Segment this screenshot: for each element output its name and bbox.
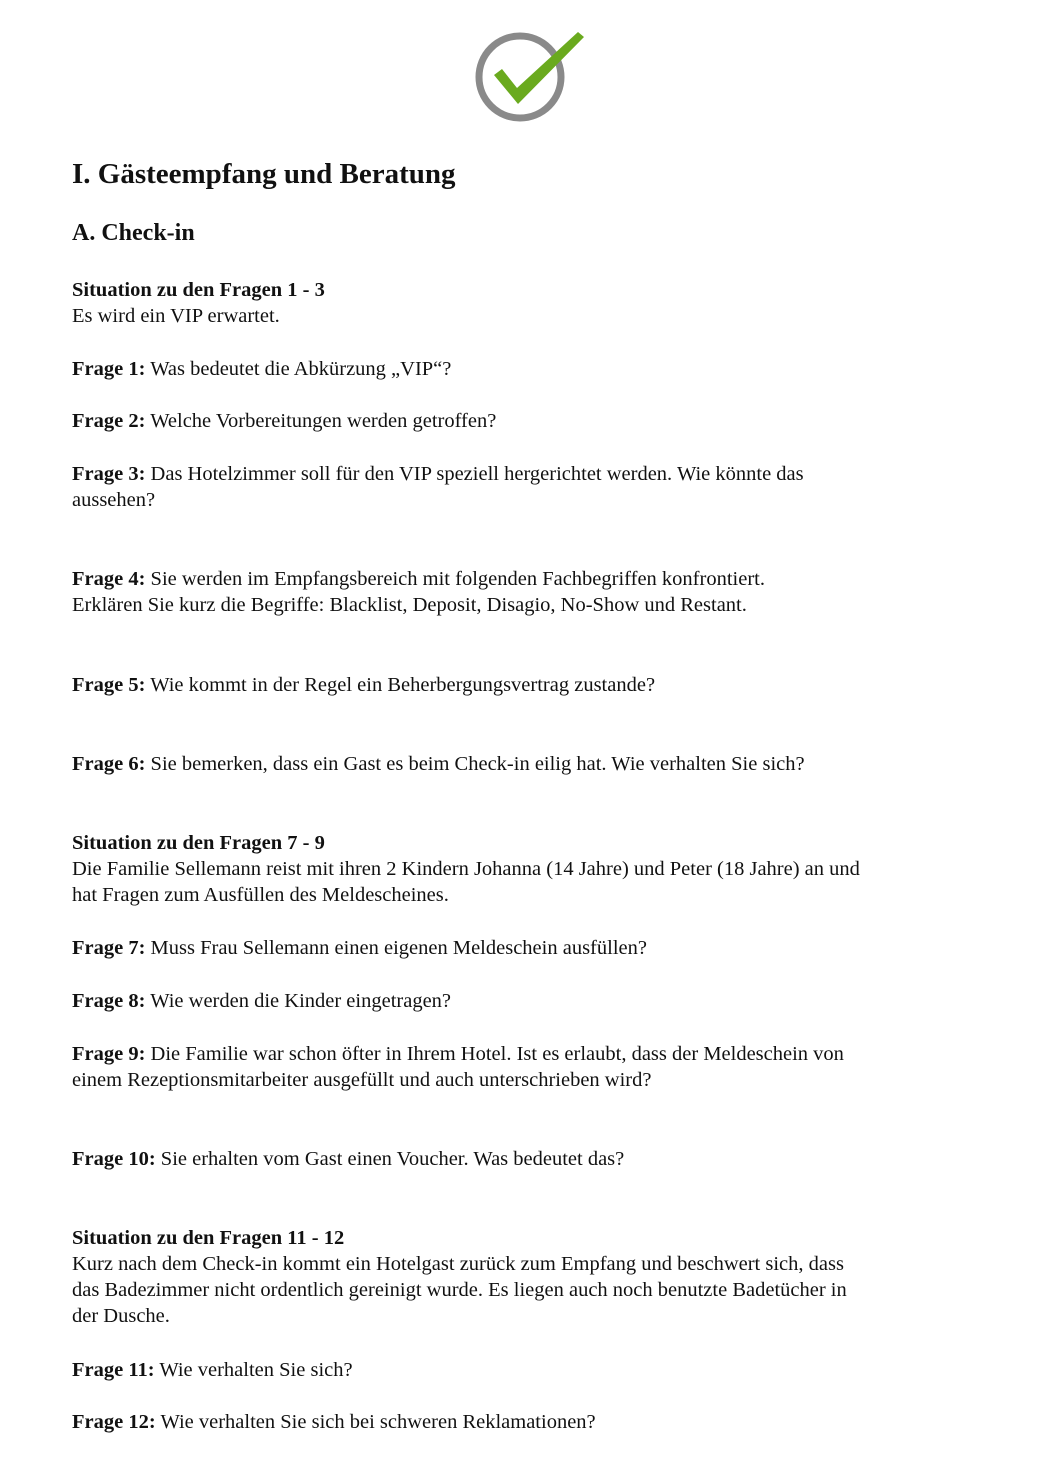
situation-1-3 [72, 277, 972, 329]
question-11 [72, 1357, 972, 1383]
situation-text-continued: der Dusche. [72, 1305, 170, 1327]
question-12 [72, 1409, 972, 1435]
section-heading: I. Gästeempfang und Beratung [72, 158, 456, 190]
question-label: Frage 1: [72, 358, 146, 380]
question-text: Wie werden die Kinder eingetragen? [150, 990, 452, 1012]
question-9 [72, 1041, 972, 1093]
question-7 [72, 935, 972, 961]
question-6 [72, 751, 972, 777]
situation-7-9 [72, 830, 972, 908]
subsection-heading: A. Check-in [72, 220, 195, 246]
situation-title: Situation zu den Fragen 1 - 3 [72, 279, 325, 301]
question-text: Wie verhalten Sie sich bei schweren Reklamationen? [160, 1411, 596, 1433]
situation-text-continued: das Badezimmer nicht ordentlich gereinigt wurde. Es liegen auch noch benutzte Badetücher in [72, 1279, 847, 1301]
question-text: Was bedeutet die Abkürzung „VIP“? [150, 358, 452, 380]
situation-title: Situation zu den Fragen 11 - 12 [72, 1227, 345, 1249]
question-text: Wie kommt in der Regel ein Beherbergungsvertrag zustande? [150, 674, 656, 696]
question-text: Welche Vorbereitungen werden getroffen? [150, 410, 497, 432]
question-label: Frage 4: [72, 568, 146, 590]
checkmark-logo-icon [472, 28, 587, 124]
question-label: Frage 10: [72, 1148, 156, 1170]
question-text-continued: Erklären Sie kurz die Begriffe: Blacklist, Deposit, Disagio, No-Show und Restant. [72, 594, 747, 616]
question-10 [72, 1146, 972, 1172]
question-1 [72, 356, 972, 382]
question-text: Sie bemerken, dass ein Gast es beim Check-in eilig hat. Wie verhalten Sie sich? [150, 753, 805, 775]
situation-text-continued: hat Fragen zum Ausfüllen des Meldescheines. [72, 884, 449, 906]
question-3 [72, 461, 972, 513]
question-text: Sie werden im Empfangsbereich mit folgenden Fachbegriffen konfrontiert. [150, 568, 765, 590]
question-label: Frage 12: [72, 1411, 156, 1433]
question-label: Frage 11: [72, 1359, 155, 1381]
situation-text: Kurz nach dem Check-in kommt ein Hotelgast zurück zum Empfang und beschwert sich, dass [72, 1253, 844, 1275]
question-text: Die Familie war schon öfter in Ihrem Hotel. Ist es erlaubt, dass der Meldeschein von [150, 1043, 844, 1065]
question-label: Frage 8: [72, 990, 146, 1012]
question-label: Frage 3: [72, 463, 146, 485]
situation-title: Situation zu den Fragen 7 - 9 [72, 832, 325, 854]
situation-11-12 [72, 1225, 972, 1329]
situation-text: Es wird ein VIP erwartet. [72, 305, 280, 327]
question-text: Das Hotelzimmer soll für den VIP speziell hergerichtet werden. Wie könnte das [150, 463, 804, 485]
question-label: Frage 5: [72, 674, 146, 696]
question-label: Frage 7: [72, 937, 146, 959]
question-label: Frage 9: [72, 1043, 146, 1065]
situation-text: Die Familie Sellemann reist mit ihren 2 Kindern Johanna (14 Jahre) und Peter (18 Jahre) an und [72, 858, 860, 880]
question-text: Wie verhalten Sie sich? [159, 1359, 353, 1381]
question-text-continued: aussehen? [72, 489, 156, 511]
question-label: Frage 6: [72, 753, 146, 775]
question-2 [72, 408, 972, 434]
question-label: Frage 2: [72, 410, 146, 432]
question-text-continued: einem Rezeptionsmitarbeiter ausgefüllt und auch unterschrieben wird? [72, 1069, 652, 1091]
question-text: Sie erhalten vom Gast einen Voucher. Was bedeutet das? [160, 1148, 625, 1170]
question-5 [72, 672, 972, 698]
question-8 [72, 988, 972, 1014]
question-text: Muss Frau Sellemann einen eigenen Meldeschein ausfüllen? [150, 937, 647, 959]
question-4 [72, 566, 972, 618]
